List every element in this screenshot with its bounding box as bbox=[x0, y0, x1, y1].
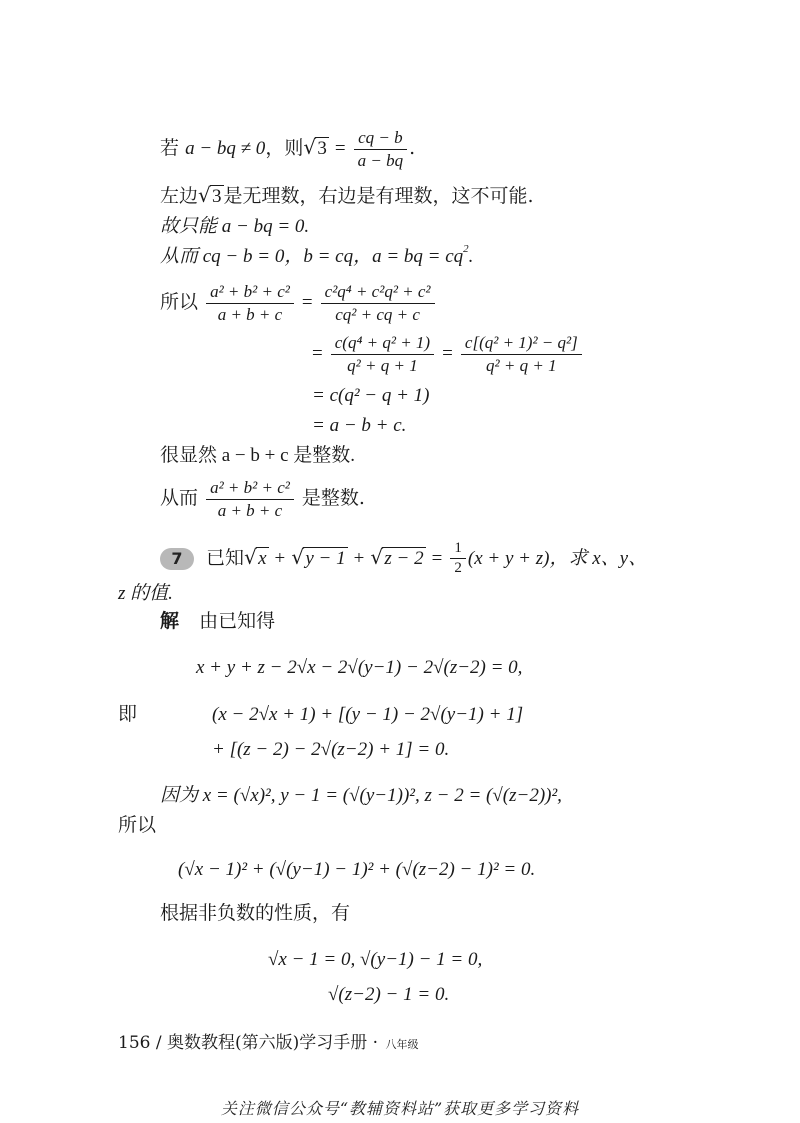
solution-because: 因为 x = (√x)², y − 1 = (√(y−1))², z − 2 = (√(z−2))², bbox=[160, 785, 562, 806]
problem-7-statement: 7 已知√ x + √ y − 1 + √ z − 2 = $\frac{1}{2}$ (x + y + z)，求 x、y、 bbox=[160, 540, 647, 578]
fraction: $\frac{\text{a² + b² + c²}}{a + b + c}$ bbox=[206, 282, 294, 324]
solution-eq1: x + y + z − 2√x − 2√(y−1) − 2√(z−2) = 0, bbox=[196, 657, 523, 678]
solution-eq5: √(z−2) − 1 = 0. bbox=[328, 984, 450, 1005]
fraction: $\frac{\text{c²q⁴ + c²q² + c²}}{\text{cq² + cq + c}}$ bbox=[321, 282, 435, 324]
fraction: $\frac{cq - b}{a - bq}$ bbox=[354, 128, 407, 170]
solution-label: 解 bbox=[160, 610, 180, 632]
grade-label: 八年级 bbox=[385, 1038, 419, 1051]
solution-intro: 解 由已知得 bbox=[160, 610, 276, 632]
solution-eq2a: (x − 2√x + 1) + [(y − 1) − 2√(y−1) + 1] bbox=[212, 704, 524, 725]
watermark-notice: 关注微信公众号“教辅资料站”获取更多学习资料 bbox=[220, 1099, 580, 1118]
derivation-line: 从而 cq − b = 0，b = cq，a = bq = $cq^2$. bbox=[160, 243, 474, 267]
integer-line: 很显然 a − b + c 是整数. bbox=[160, 445, 356, 466]
text: ，则 bbox=[265, 137, 304, 160]
ratio-step-line: = a − b + c. bbox=[312, 415, 407, 436]
sqrt-x: √ x bbox=[244, 549, 268, 568]
text: 若 bbox=[160, 137, 180, 160]
solution-so: 所以 bbox=[118, 814, 157, 836]
irrational-line: 左边√ 3 是无理数，右边是有理数，这不可能. bbox=[160, 187, 534, 206]
ratio-step-line: = $\frac{\text{c(q⁴ + q² + 1)}}{\text{q² + q + 1}}$ = $\frac{\text{c[(q² + 1)² − q²]}}{\text{q² + q + 1}}$ bbox=[312, 333, 584, 375]
solution-ji: 即 bbox=[118, 703, 138, 725]
ratio-line: 所以 $\frac{\text{a² + b² + c²}}{a + b + c}$ = $\frac{\text{c²q⁴ + c²q² + c²}}{\text{cq² + cq + c}}$ bbox=[160, 282, 437, 324]
solution-eq4: √x − 1 = 0, √(y−1) − 1 = 0, bbox=[268, 949, 483, 970]
solution-eq3: (√x − 1)² + (√(y−1) − 1)² + (√(z−2) − 1)² = 0. bbox=[178, 859, 536, 880]
page-footer bbox=[118, 1028, 418, 1053]
solution-property: 根据非负数的性质，有 bbox=[160, 902, 351, 924]
math-expr: a − bq ≠ 0 bbox=[185, 138, 266, 160]
page-number: 156 / bbox=[118, 1033, 162, 1053]
ratio-step-line: = c(q² − q + 1) bbox=[312, 385, 430, 406]
fraction: $\frac{\text{c[(q² + 1)² − q²]}}{\text{q² + q + 1}}$ bbox=[461, 333, 582, 375]
sqrt-3: √ 3 bbox=[303, 139, 329, 158]
conclusion-line: 故只能 a − bq = 0. bbox=[160, 216, 310, 237]
fraction-half: $\frac{1}{2}$ bbox=[450, 540, 466, 578]
condition-line: 若 a − bq ≠ 0，则√ 3 = $\frac{cq - b}{a - bq}$ . bbox=[160, 128, 415, 170]
sqrt-3: √ 3 bbox=[198, 187, 224, 206]
problem-7-continuation: z 的值. bbox=[118, 583, 173, 604]
problem-number-badge: 7 bbox=[160, 548, 194, 570]
equals: = bbox=[334, 138, 346, 160]
solution-eq2b: + [(z − 2) − 2√(z−2) + 1] = 0. bbox=[212, 739, 450, 760]
integer-conclusion-line: 从而 $\frac{\text{a² + b² + c²}}{a + b + c}$ 是整数. bbox=[160, 478, 365, 520]
fraction: $\frac{\text{c(q⁴ + q² + 1)}}{\text{q² + q + 1}}$ bbox=[331, 333, 434, 375]
book-title: 奥数教程(第六版)学习手册 · bbox=[167, 1033, 379, 1053]
sqrt-y-1: √ y − 1 bbox=[291, 549, 347, 568]
sqrt-z-2: √ z − 2 bbox=[370, 549, 425, 568]
fraction: $\frac{\text{a² + b² + c²}}{a + b + c}$ bbox=[206, 478, 294, 520]
